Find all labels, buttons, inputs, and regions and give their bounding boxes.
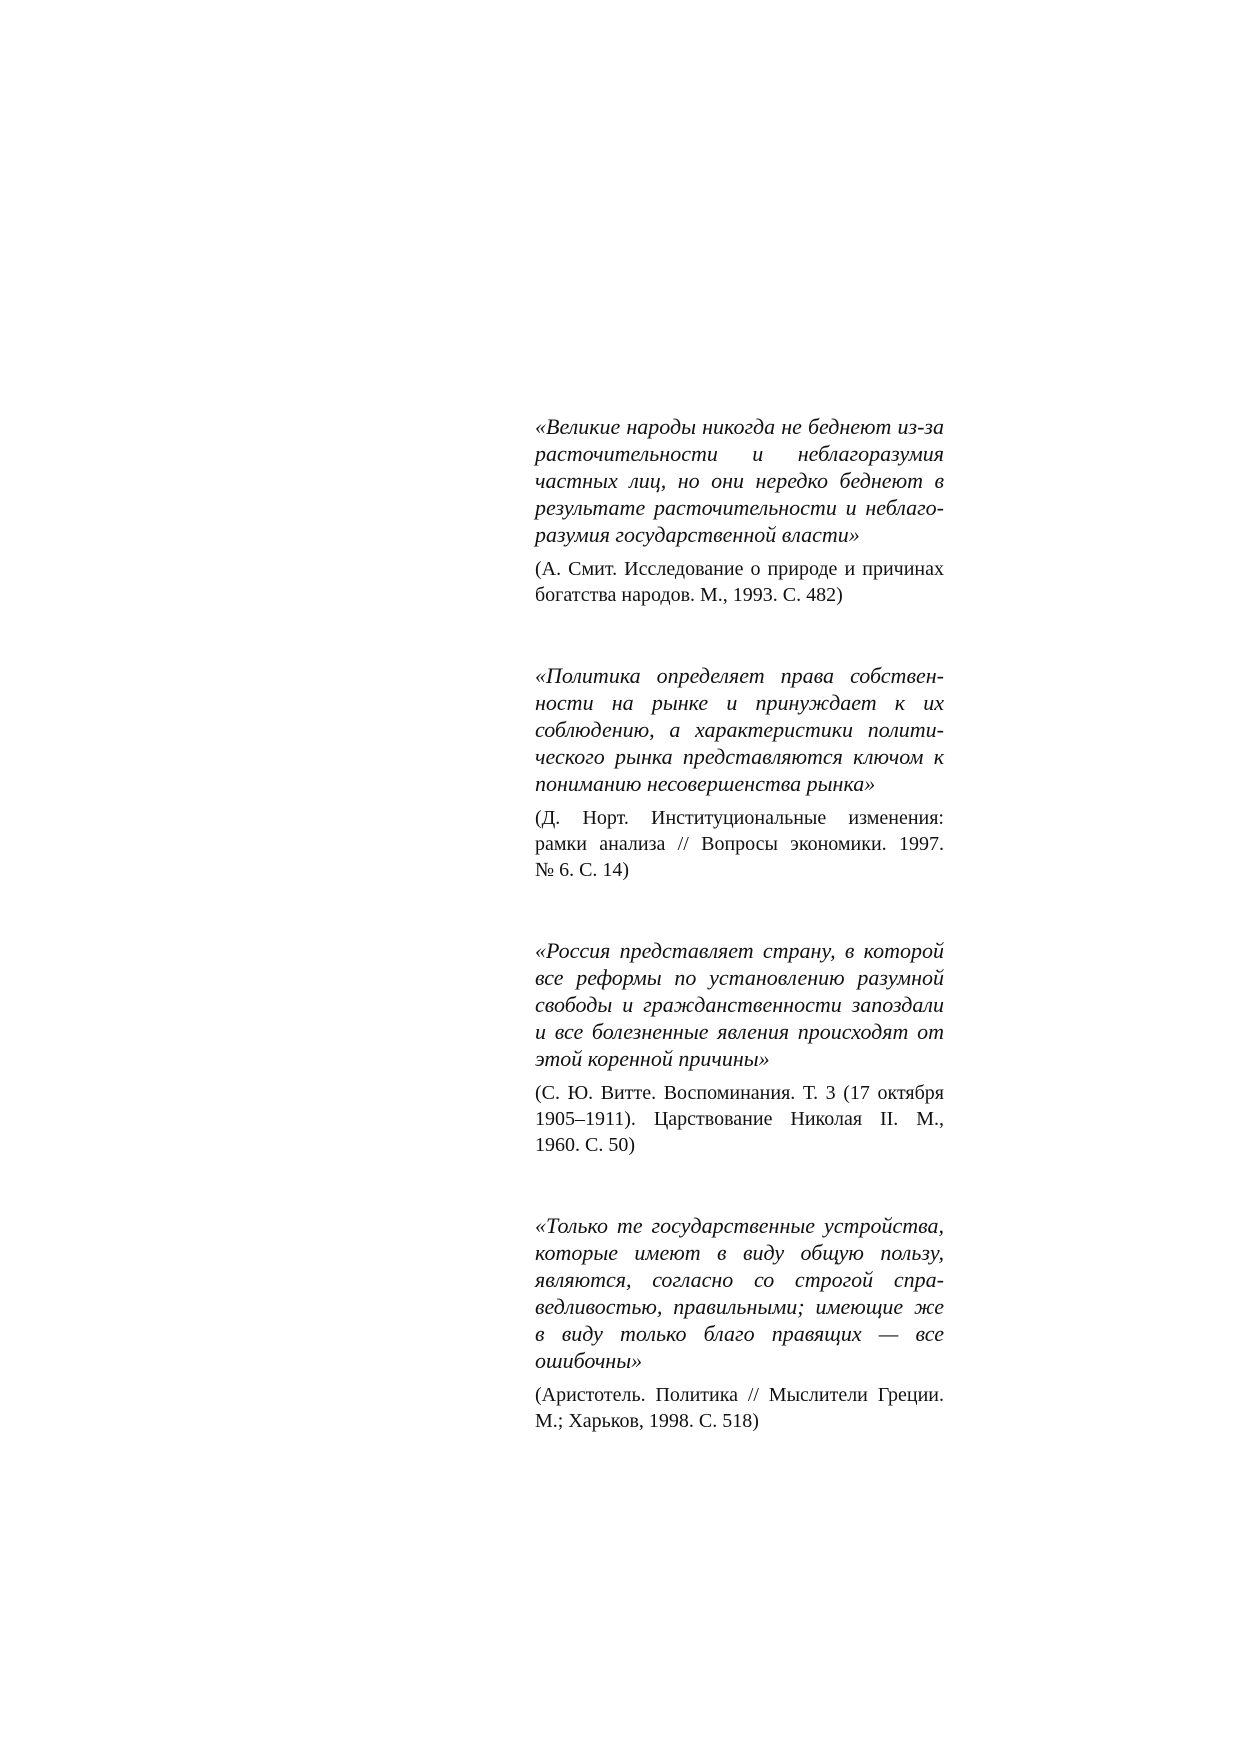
epigraph-north [535, 662, 944, 883]
source-line: 1960. С. 50) [535, 1134, 635, 1156]
quote-line: ошибочны» [535, 1348, 643, 1373]
quote-line: разумия государственной власти» [535, 522, 860, 547]
quote-line: и все болезненные явления происходят от [535, 1019, 944, 1044]
source-line: (Аристотель. Политика // Мыслители Греции. [535, 1384, 944, 1406]
quote-line: свободы и гражданственности запоздали [535, 992, 944, 1017]
source-line: 1905–1911). Царствование Николая II. М., [535, 1108, 944, 1130]
quote-line: являются, согласно со строгой спра- [535, 1267, 944, 1292]
epigraph-column [535, 413, 944, 1488]
quote-line: ности на рынке и принуждает к их [535, 690, 944, 715]
epigraph-smith [535, 413, 944, 608]
quote-line: соблюдению, а характеристики полити- [535, 717, 944, 742]
quote-text [535, 662, 944, 797]
quote-text [535, 413, 944, 548]
quote-source [535, 805, 944, 883]
source-line: рамки анализа // Вопросы экономики. 1997. [535, 833, 944, 855]
quote-line: «Великие народы никогда не беднеют из-за [535, 414, 944, 439]
quote-line: «Россия представляет страну, в которой [535, 938, 944, 963]
quote-source [535, 1382, 944, 1434]
quote-text [535, 937, 944, 1072]
quote-line: частных лиц, но они нередко беднеют в [535, 468, 944, 493]
quote-line: расточительности и неблагоразумия [535, 441, 944, 466]
quote-line: этой коренной причины» [535, 1046, 770, 1071]
quote-source [535, 556, 944, 608]
source-line: (А. Смит. Исследование о природе и причинах [535, 558, 944, 580]
quote-source [535, 1080, 944, 1158]
quote-line: ческого рынка представляются ключом к [535, 744, 944, 769]
source-line: М.; Харьков, 1998. С. 518) [535, 1410, 759, 1432]
quote-line: результате расточительности и неблаго- [535, 495, 944, 520]
epigraph-witte [535, 937, 944, 1158]
source-line: № 6. С. 14) [535, 859, 630, 881]
quote-line: «Только те государственные устройства, [535, 1213, 944, 1238]
quote-line: пониманию несовершенства рынка» [535, 771, 876, 796]
quote-line: которые имеют в виду общую пользу, [535, 1240, 944, 1265]
source-line: богатства народов. М., 1993. С. 482) [535, 584, 843, 606]
quote-line: в виду только благо правящих — все [535, 1321, 944, 1346]
quote-line: все реформы по установлению разумной [535, 965, 944, 990]
quote-text [535, 1212, 944, 1374]
source-line: (Д. Норт. Институциональные изменения: [535, 807, 944, 829]
quote-line: «Политика определяет права собствен- [535, 663, 944, 688]
epigraph-aristotle [535, 1212, 944, 1434]
quote-line: ведливостью, правильными; имеющие же [535, 1294, 944, 1319]
source-line: (С. Ю. Витте. Воспоминания. Т. 3 (17 октября [535, 1082, 944, 1104]
